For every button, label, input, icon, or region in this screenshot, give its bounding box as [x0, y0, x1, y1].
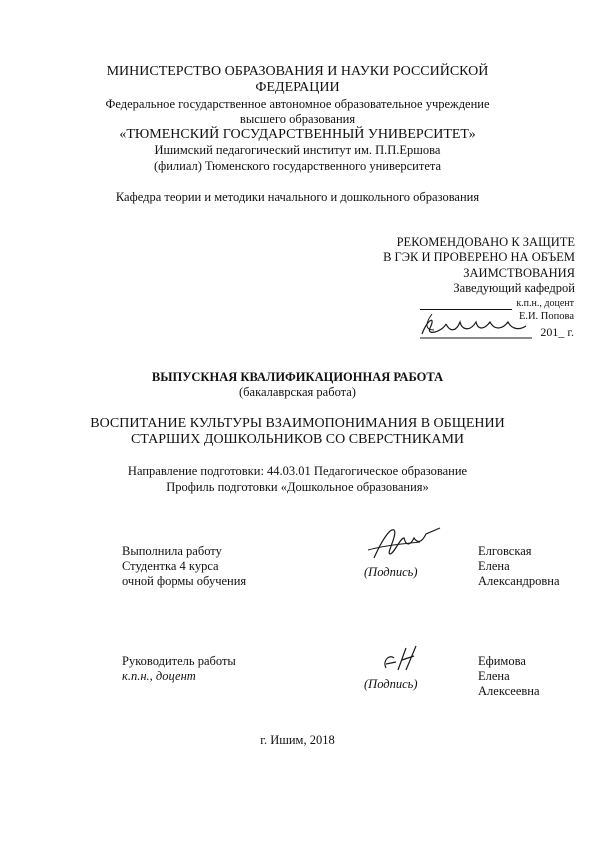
supervisor-surname: Ефимова: [478, 654, 526, 668]
student-role-3: очной формы обучения: [122, 574, 247, 588]
student-firstname: Елена: [478, 559, 510, 573]
work-type: ВЫПУСКНАЯ КВАЛИФИКАЦИОННАЯ РАБОТА: [151, 370, 444, 384]
supervisor-patronymic: Алексеевна: [478, 684, 540, 698]
ministry-line-1: МИНИСТЕРСТВО ОБРАЗОВАНИЯ И НАУКИ РОССИЙСКОЙ: [106, 64, 489, 79]
student-patronymic: Александровна: [478, 574, 560, 588]
supervisor-signature-icon: [376, 640, 426, 676]
institution-type-line-2: высшего образования: [239, 112, 356, 126]
study-direction: Направление подготовки: 44.03.01 Педагогическое образование: [127, 464, 468, 478]
head-signature-icon: [412, 308, 542, 344]
institution-type-line-1: Федеральное государственное автономное образовательное учреждение: [105, 97, 490, 111]
approval-line-3: ЗАИМСТВОВАНИЯ: [463, 266, 575, 280]
ministry-line-2: ФЕДЕРАЦИИ: [255, 80, 340, 95]
work-title-line-1: ВОСПИТАНИЕ КУЛЬТУРЫ ВЗАИМОПОНИМАНИЯ В ОБЩЕНИИ: [90, 416, 505, 431]
student-signature-icon: [360, 520, 450, 568]
work-subtype: (бакалаврская работа): [239, 385, 356, 399]
supervisor-firstname: Елена: [478, 669, 510, 683]
head-name: Е.И. Попова: [518, 311, 574, 322]
supervisor-role-1: Руководитель работы: [122, 654, 236, 668]
department-name: Кафедра теории и методики начального и дошкольного образования: [115, 190, 480, 204]
student-surname: Елговская: [478, 544, 532, 558]
study-profile: Профиль подготовки «Дошкольное образования»: [166, 480, 429, 494]
student-signature-label: (Подпись): [364, 565, 418, 579]
city-year: г. Ишим, 2018: [260, 733, 335, 747]
university-name: «ТЮМЕНСКИЙ ГОСУДАРСТВЕННЫЙ УНИВЕРСИТЕТ»: [119, 127, 476, 142]
institute-name: Ишимский педагогический институт им. П.П.Ершова: [154, 143, 441, 157]
approval-year: 201_ г.: [540, 325, 574, 339]
branch-name: (филиал) Тюменского государственного университета: [153, 159, 442, 173]
head-degree: к.п.н., доцент: [516, 298, 574, 309]
student-role-2: Студентка 4 курса: [122, 559, 219, 573]
student-role-1: Выполнила работу: [122, 544, 222, 558]
approval-line-2: В ГЭК И ПРОВЕРЕНО НА ОБЪЕМ: [383, 250, 575, 264]
work-title-line-2: СТАРШИХ ДОШКОЛЬНИКОВ СО СВЕРСТНИКАМИ: [130, 432, 465, 447]
supervisor-signature-label: (Подпись): [364, 677, 418, 691]
head-title: Заведующий кафедрой: [453, 281, 575, 295]
supervisor-role-2: к.п.н., доцент: [122, 669, 196, 683]
approval-line-1: РЕКОМЕНДОВАНО К ЗАЩИТЕ: [396, 235, 575, 249]
